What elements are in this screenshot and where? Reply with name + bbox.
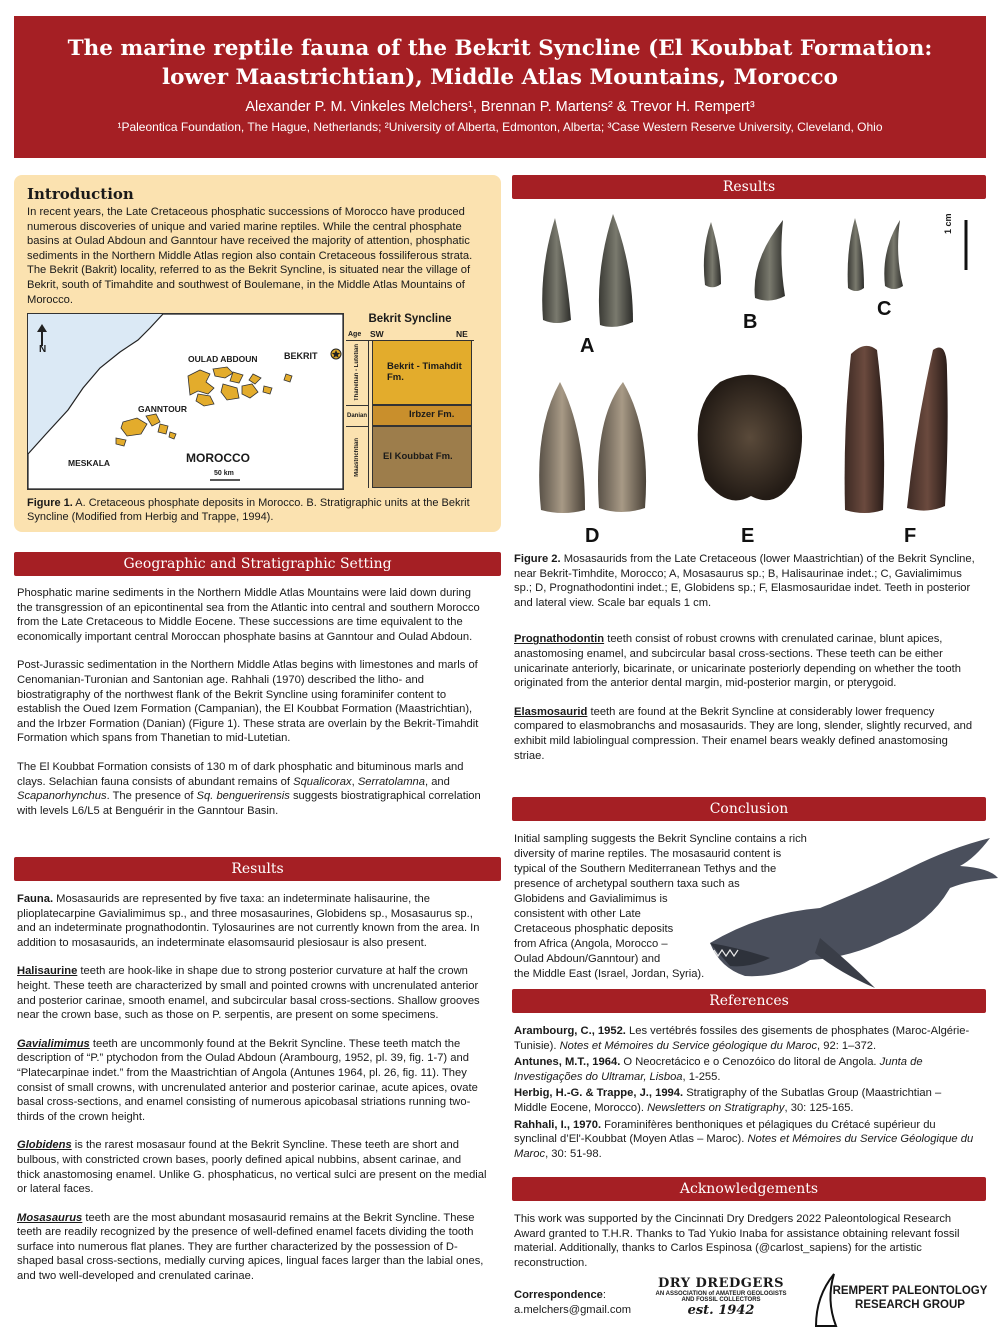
correspondence-email[interactable]: a.melchers@gmail.com <box>514 1303 632 1316</box>
results-right-heading: Results <box>512 175 986 199</box>
rempert-logo-line1: REMPERT PALEONTOLOGY <box>832 1285 988 1297</box>
reference-arambourg: Arambourg, C., 1952. Les vertébrés fossiles des gisements de phosphates (Maroc-Algérie-Tunisie). Notes et Mémoires du Service géologique du Maroc, 92: 1–372. <box>514 1025 970 1052</box>
tooth-e <box>698 375 802 501</box>
strat-age-header: Age <box>348 331 362 338</box>
morocco-map <box>27 313 344 490</box>
results-right-section <box>514 552 976 777</box>
poster-authors: Alexander P. M. Vinkeles Melchers¹, Brennan P. Martens² & Trevor H. Rempert³ <box>245 99 755 115</box>
tooth-label-b: B <box>743 311 758 333</box>
correspondence-label: Correspondence <box>514 1289 603 1301</box>
tooth-d1 <box>539 382 585 513</box>
mosasaurus-paragraph: Mosasaurus teeth are the most abundant mosasaurid remains at the Bekrit Syncline. These teeth are readily recognized by the presence of well-defined enamel facets dividing the tooth surface into numerous flat planes. They are further characterized by the possession of D-shaped basal cross-sections, medially curving apices, lingual faces larger than the labial ones, and two well-developed and crenulated carinae. <box>17 1211 484 1283</box>
tooth-f1 <box>845 346 885 513</box>
globidens-paragraph: Globidens is the rarest mosasaur found at the Bekrit Syncline. These teeth are short and bulbous, with constricted crown bases, poorly defined apical nubbins, absent carinae, and thick anastomosing enamel. Unlike G. phosphaticus, no vertical sulci are present on the medial or lateral faces. <box>17 1139 487 1196</box>
teeth-photographs <box>515 210 980 530</box>
gavialimimus-paragraph: Gavialimimus teeth are uncommonly found at the Bekrit Syncline. These teeth match the description of “P.” ptychodon from the Oulad Abdoun (Arambourg, 1952, pl. 39, fig. 1-7) and “Platecarpinae indet.” from the Maastrichtian of Angola (Antunes 1964, pl. 26, fig. 11). They consist of small crowns, with uncrenulated anterior and posterior carinae, acute apices, ovate basal cross-sections, and enamel consisting of numerous apicobasal striations running two-thirds of the crown height. <box>17 1037 478 1123</box>
tooth-d2 <box>598 382 646 512</box>
fauna-paragraph: Fauna. Mosasaurids are represented by five taxa: an indeterminate halisaurine, the plioplatecarpine Gavialimimus sp., and three mosasaurines, Globidens sp., Mosasaurus sp., and an indeterminate prognathodontin. Tylosaurines are not currently known from the area. In addition to mosasaurids, an indeterminate elasomsaurid plesiosaur is also present. <box>17 893 480 949</box>
strat-age-maastrichtian: Maastrichtian <box>354 437 360 477</box>
halisaurine-paragraph: Halisaurine teeth are hook-like in shape due to strong posterior curvature at half the crown height. These teeth are characterized by small and pointed crowns with uncrenulated anterior and posterior carinae, smooth enamel, and subcircular basal cross-sections. Shallow grooves near the crown base, such as those on P. serpentis, are present on some specimens. <box>17 965 480 1022</box>
scale-label: 1 cm <box>943 213 953 234</box>
tooth-label-d: D <box>585 525 600 547</box>
map-ganntour-label: GANNTOUR <box>138 404 187 414</box>
tooth-c1 <box>848 218 864 291</box>
map-scale-label: 50 km <box>214 470 234 477</box>
poster-title: The marine reptile fauna of the Bekrit Syncline (El Koubbat Formation: lower Maastrichtian), Middle Atlas Mountains, Morocco <box>67 36 933 90</box>
geo-section <box>17 586 487 832</box>
strat-unit-bekrit: Bekrit - Timahdit Fm. <box>372 340 472 405</box>
correspondence: Correspondence: a.melchers@gmail.com <box>514 1288 644 1317</box>
tooth-c2 <box>884 220 903 289</box>
conclusion-text: Initial sampling suggests the Bekrit Syncline contains a rich diversity of marine reptiles. The mosasaurid content is typical of the Southern Mediterranean Tethys and the presence of archetypal southern taxa such as Globidens and Gavialimimus is consistent with other Late Cretaceous phosphatic deposits from Africa (Angola, Morocco – Oulad Abdoun/Ganntour) and the Middle East (Israel, Jordan, Syria). <box>514 833 807 980</box>
rempert-logo <box>812 1272 990 1330</box>
reference-rahhali: Rahhali, I., 1970. Foraminifères benthoniques et pélagiques du Crétacé supérieur du synclinal d’El'-Koubbat (Moyen Atlas – Maroc). Notes et Mémoires du Service Géologique du Maroc, 30: 51-98. <box>514 1118 974 1160</box>
figure2-teeth <box>515 210 980 550</box>
poster-header <box>14 16 986 158</box>
geo-heading: Geographic and Stratigraphic Setting <box>14 552 501 576</box>
introduction-heading: Introduction <box>27 185 134 203</box>
tooth-label-a: A <box>580 335 595 357</box>
results-left-heading: Results <box>14 857 501 881</box>
figure2-caption: Figure 2. Mosasaurids from the Late Cretaceous (lower Maastrichtian) of the Bekrit Syncline, near Bekrit-Timhdite, Morocco; A, Mosasaurus sp.; B, Halisaurinae indet.; C, Gavialimimus sp.; D, Prognathodontini indet.; E, Globidens sp.; F, Elasmosauridae indet. Teeth in posterior and lateral view. Scale bar equals 1 cm. <box>514 553 975 609</box>
geo-paragraph-3: The El Koubbat Formation consists of 130 m of dark phosphatic and bituminous marls and clays. Selachian fauna consists of abundant remains of Squalicorax, Serratolamna, and Scapanorhynchus. The presence of Sq. benguerirensis suggests biostratigraphical correlation with levels L6/L5 at Benguérir in the Ganntour Basin. <box>17 760 481 817</box>
strat-title: Bekrit Syncline <box>368 313 452 325</box>
geo-paragraph-1: Phosphatic marine sediments in the Northern Middle Atlas Mountains were laid down during the transgression of an epicontinental sea from the Atlantic into central and southern Morocco from the Late Cretaceous to Middle Eocene. These successions are time equivalent to the economically important central Moroccan phosphate basins at Ganntour and Oulad Abdoun. <box>17 587 480 643</box>
map-bekrit-label: BEKRIT <box>284 351 318 361</box>
dry-dredgers-logo: DRY DREDGERS AN ASSOCIATION of AMATEUR GEOLOGISTS AND FOSSIL COLLECTORS est. 1942 <box>655 1276 787 1318</box>
elasmosaurid-paragraph: Elasmosaurid teeth are found at the Bekrit Syncline at considerably lower frequency compared to elasmobranchs and mosasaurids. They are long, slender, slightly recurved, and exhibit mild labiolingual compression. Their enamel bears weakly defined anastomosing striae. <box>514 705 973 762</box>
strat-unit-el-koubbat: El Koubbat Fm. <box>372 426 472 488</box>
rempert-logo-line2: RESEARCH GROUP <box>855 1299 965 1311</box>
map-meskala-label: MESKALA <box>68 458 111 468</box>
stratigraphic-column <box>346 313 474 488</box>
results-left-section <box>17 892 487 1298</box>
acknowledgements-text: This work was supported by the Cincinnati Dry Dredgers 2022 Paleontological Research Award granted to T.H.R. Thanks to Tad Yukio Inaba for assistance obtaining relevant fossil material. Additionally, thanks to Carlos Espinosa (@carlost_sapiens) for the artistic reconstruction. <box>514 1213 960 1269</box>
tooth-f2 <box>907 348 948 511</box>
tooth-a2 <box>599 214 633 327</box>
reference-herbig: Herbig, H.-G. & Trappe, J., 1994. Stratigraphy of the Subatlas Group (Maastrichtian – Middle Eocene, Morocco). Newsletters on Stratigraphy, 30: 125-165. <box>514 1087 942 1114</box>
prognathodontin-paragraph: Prognathodontin teeth consist of robust crowns with crenulated carinae, blunt apices, anastomosing enamel, and subcircular basal cross-sections. These teeth can be either unicarinate anteriorly, bicarinate, or unicarinate posteriorly depending on whether the tooth originated from the anterior dental margin, mid-posterior margin, or pterygoid. <box>514 633 961 690</box>
map-oulad-abdoun-label: OULAD ABDOUN <box>188 354 258 364</box>
acknowledgements-heading: Acknowledgements <box>512 1177 986 1201</box>
tooth-a1 <box>542 218 571 323</box>
conclusion-heading: Conclusion <box>512 797 986 821</box>
map-morocco-label: MOROCCO <box>186 451 250 465</box>
references-heading: References <box>512 989 986 1013</box>
introduction-text: In recent years, the Late Cretaceous phosphatic successions of Morocco have produced numerous discoveries of unique and varied marine reptiles. While the central phosphate basins at Oulad Abdoun and Ganntour have received the majority of attention, phosphatic sediments in the Northern Middle Atlas region also contain Cretaceous fossiliferous strata. The Bekrit (Bakrit) locality, referred to as the Bekrit Syncline, is situated near the village of Bekrit, south of Timahdite and southwest of Boulemane, in the Middle Atlas Mountains of Morocco. <box>27 206 473 306</box>
poster-affiliations: ¹Paleontica Foundation, The Hague, Netherlands; ²University of Alberta, Edmonton, Alberta; ³Case Western Reserve University, Cleveland, Ohio <box>117 120 883 134</box>
tooth-label-f: F <box>904 525 917 547</box>
reference-antunes: Antunes, M.T., 1964. O Neocretácico e o Cenozóico do litoral de Angola. Junta de Investigações do Ultramar, Lisboa, 1-255. <box>514 1056 923 1083</box>
tooth-b1 <box>704 222 721 287</box>
strat-age-thanetian: Thanetian - Lutetian <box>354 344 360 401</box>
strat-unit-irbzer: Irbzer Fm. <box>372 405 472 426</box>
references-list <box>514 1024 976 1163</box>
tooth-label-e: E <box>741 525 755 547</box>
tooth-b2 <box>755 220 785 301</box>
geo-paragraph-2: Post-Jurassic sedimentation in the Northern Middle Atlas begins with limestones and marls of Cenomanian-Turonian and Santonian age. Rahhali (1970) described the litho- and biostratigraphy of the northwest flank of the Bekrit Syncline using foraminifer content to establish the Oued Izem Formation (Campanian), the El Koubbat Formation (Maastrichtian), and the Irbzer Formation (Danian) (Figure 1). These strata are overlain by the Bekrit-Timahdit Formation which spans from Thanetian to mid-Lutetian. <box>17 659 479 745</box>
map-north-label: N <box>39 344 47 355</box>
figure1-caption: Figure 1. A. Cretaceous phosphate deposits in Morocco. B. Stratigraphic units at the Bekrit Syncline (Modified from Herbig and Trappe, 1994). <box>27 497 470 523</box>
strat-sw-label: SW <box>370 329 384 339</box>
strat-age-danian: Danian <box>346 413 367 419</box>
strat-ne-label: NE <box>456 329 468 339</box>
tooth-label-c: C <box>877 298 892 320</box>
